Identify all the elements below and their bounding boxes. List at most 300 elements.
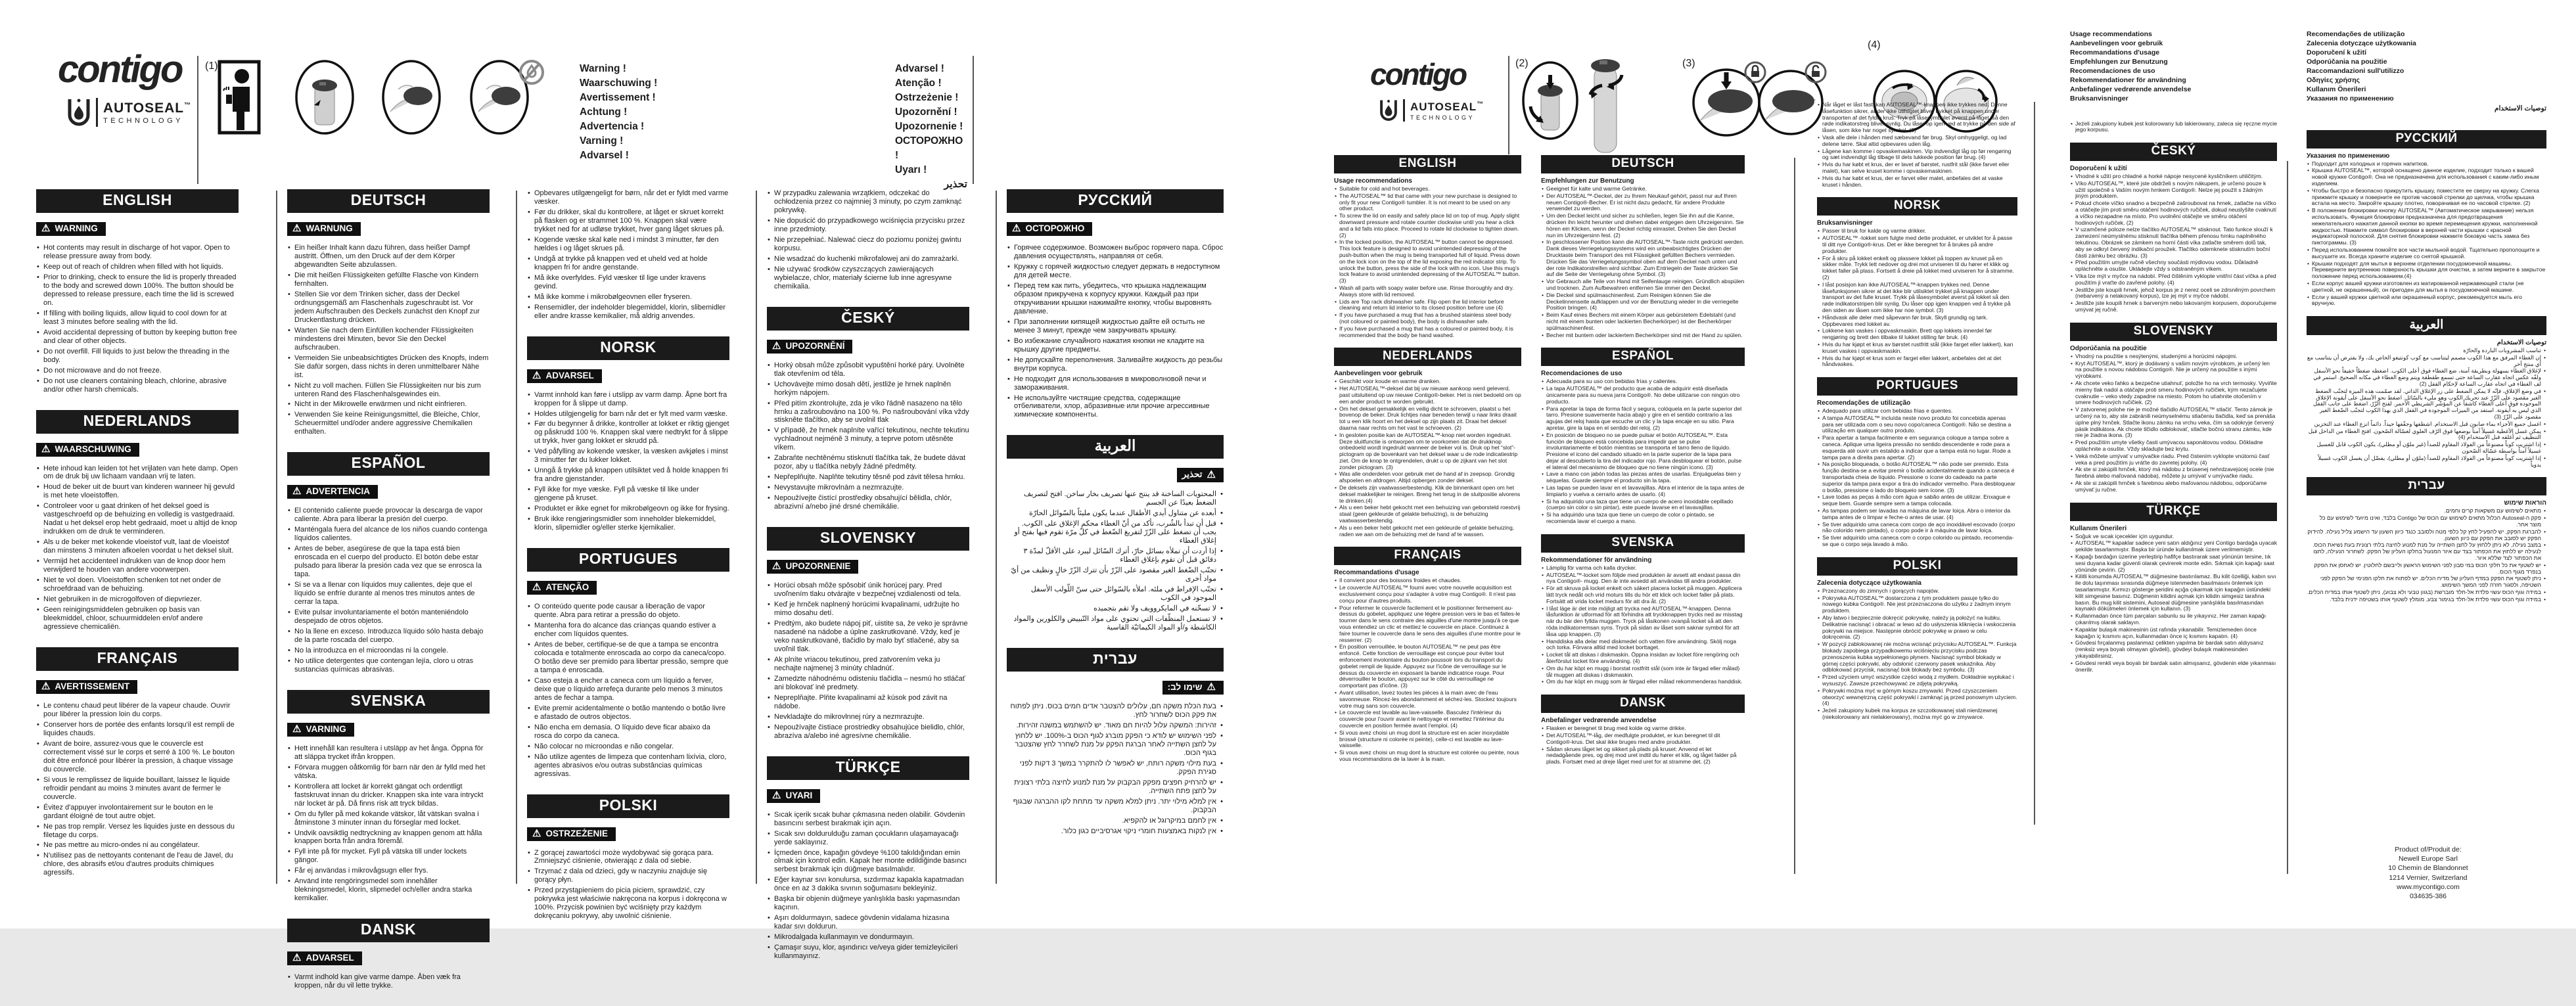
bullet-item: • في وضع الإغلاق، فإنّه لا يمكن الضغط على زر الإغلاق الذاتي. لقد صمّمت هذه الميزة لتجنّب الضغط الغير مقصود على الزّرّ عند تحريك الكوب وهو مليء بالسّائل. اضغط نحو الأسفل على أيقونة الإغلاق الموجودة فوق أعلى الغطاء كاشفاً عن المؤشّر الشريطي الأحمر. لفتح الزّرّ، اضغط على جانب القفل الذي ليس به أيقونة. استفد من الميزات الموجودة في القفل الذي بهذا الكوب لتجنّب الضّغط الغير مقصود على الزّرّ (3) — [2307, 388, 2546, 421]
section-svenska — [287, 690, 490, 903]
bullet-item: • Suitable for cold and hot beverages. — [1334, 186, 1521, 193]
bullet-item: • Stellen Sie vor dem Trinken sicher, dass der Deckel ordnungsgemäß am Flaschenhals zugeschraubt ist. Vor jedem Aufschrauben des Deckels zunächst den Knopf zur Druckentlastung drücken. — [287, 290, 490, 325]
section-lead: Kullanım Önerileri — [2070, 524, 2127, 532]
list-line: Odporúčania na použitie — [2307, 58, 2387, 66]
warning-triangle-icon: ⚠ — [532, 582, 541, 593]
bullet-item: • Rensemidler, der indeholder blegemiddel, klorin, slibemidler eller andre krasse kemikalier, må aldrig anvendes. — [527, 304, 729, 321]
bullet-item: • Prior to drinking, check to ensure the lid is properly threaded to the body and screwed down 100%. The button should be depressed to release pressure, each time the lid is screwed on. — [36, 273, 239, 308]
bullet-item: • Locket tål att diskas i diskmaskin. Öppna insidan av locket före rengöring och återförslut locket före användning. (4) — [1541, 652, 1745, 665]
bullet-item: • В положении блокировки кнопку AUTOSEAL™ (Автоматическое закрывание) нельзя использовать. Функция блокировки предназначена для предотвращения нежелательного нажатия данной кнопки во время перемещения кружки, наполненной жидкостью. Нажмите символ блокировки в верхней части крышки с красной индикаторной полоской. Для снятия блокировки нажмите боковую часть замка без пиктограммы. (3) — [2307, 208, 2546, 246]
bullet-item: • Przeznaczony do zimnych i gorących napojów. — [1817, 588, 2017, 595]
column-divider — [2034, 102, 2035, 825]
list-line: Upozornenie ! — [895, 121, 963, 132]
bullet-item: • לפני השימוש יש לודא כי הפקק מוברג לגוף הכוס ב-100%. יש ללחוץ על לחצן השתייה לאחר הברגת הפקק על מנת לשחרר לחץ שהצטבר בגוף הכוס. — [1007, 732, 1224, 758]
bullet-item: • Lokkene kan vaskes i oppvaskmaskin. Brett opp lokkets innerdel før rengjøring og brett den tilbake til lukket stilling før bruk. (4) — [1817, 328, 2017, 341]
list-line: Doporučení k užití — [2307, 49, 2367, 57]
section-nederlands — [36, 410, 239, 631]
bullet-list — [1817, 408, 2017, 548]
section-header: DANSK — [287, 919, 490, 942]
bullet-item: • Lids are Top rack dishwasher safe. Flip open the lid interior before cleaning and return lid interior to its closed position before use (4) — [1334, 299, 1521, 312]
section-header: NEDERLANDS — [36, 410, 239, 434]
section-dansk-continued — [527, 189, 729, 321]
bullet-item: • Do not use cleaners containing bleach, chlorine, abrasive and/or other harsh chemicals. — [36, 377, 239, 394]
bullet-item: • פקק ה-Autoseal הכלול מתאים לשימוש עם הכוס של Contigo בלבד, ואינו מיועד לשימוש עם כל מוצר אחר. — [2307, 515, 2546, 528]
bullet-item: • Przed przystąpieniem do picia piciem, sprawdzić, czy pokrywka jest właściwie nakręcona na korpus i dokręcona w 100%. Przycisk powinien być wciśnięty przy każdym dokręcaniu pokrywy, aby uwolnić ciśnienie. — [527, 886, 729, 921]
warning-badge: ⚠ UPOZORNĚNÍ — [767, 340, 852, 354]
bullet-list — [1541, 725, 1745, 766]
list-line: توصيات الاستخدام — [2494, 104, 2546, 112]
bullet-list — [287, 244, 490, 436]
bullet-item: • При заполнении кипящей жидкостью дайте ей остыть не менее 3 минут, прежде чем закручивать крышку. — [1007, 318, 1224, 335]
bullet-item: • Antes de beber, asegúrese de que la tapa está bien enroscada en el cuerpo del producto. El botón debe estar pulsado para liberar la presión cada vez que se enrosca la tapa. — [287, 545, 490, 579]
bullet-item: • Se tiver adquirido uma caneca com o corpo colorido ou pintado, recomenda-se que o corpo seja lavado à mão. — [1817, 535, 2017, 548]
bullet-item: • Ne pas mettre au micro-ondes ni au congélateur. — [36, 841, 239, 850]
bullet-item: • Do not overfill. Fill liquids to just below the threading in the body. — [36, 348, 239, 365]
bullet-list — [36, 702, 239, 877]
bullet-item: • AUTOSEAL™ -lokket som fulgte med dette produktet, er utviklet for å passe til ditt nye Contigo®-krus. Det er ikke beregnet for å brukes på andre produkter. — [1817, 235, 2017, 254]
warning-badge: ⚠ ADVERTENCIA — [287, 485, 378, 499]
bullet-item: • Niet gebruiken in de microgolfoven of diepvriezer. — [36, 595, 239, 604]
section-slovensky-usage — [2070, 323, 2277, 493]
section-lead: Bruksanvisninger — [1817, 219, 1873, 227]
bullet-item: • Pokrywka AUTOSEAL™ dostarczona z tym produktem pasuje tylko do nowego kubka Contigo®. Nie jest przeznaczona do użytku z żadnym innym produktem. — [1817, 595, 2017, 614]
lock-open-icon — [1806, 62, 1826, 82]
bullet-item: • אין לנקות באמצעות חומרי ניקוי אגרסיביים כגון כלור. — [1007, 827, 1224, 836]
section-header: РУССКИЙ — [2307, 130, 2546, 149]
bullet-item: • Jeżeli zakupiony kubek ma korpus ze szczotkowanej stali nierdzewnej (niekolorowany ani nielakierowany), można myć go w zmywarce. — [1817, 708, 2017, 721]
bullet-item: • Vor Gebrauch alle Teile von Hand mit Seifenlauge reinigen. Gründlich abspülen und trocknen. Zum Aufbewahren entfernen Sie immer den Deckel. — [1541, 279, 1745, 292]
bullet-item: • Om du har köpt en mugg som är färgad eller målad rekommenderas handdisk. — [1541, 679, 1745, 685]
section-hebrew — [1007, 648, 1224, 836]
section-lead: Usage recommendations — [1334, 177, 1412, 185]
bullet-item: • If you have purchased a mug that has a coloured or painted body, it is recommended that the body be hand washed. — [1334, 326, 1521, 339]
bullet-item: • Pour refermer le couvercle facilement et le positionner fermement au-dessus du gobelet, appliquez une légère pression vers le bas et faites-le tourner dans le sens contraire des aiguilles d'une montre jusqu'à ce que vous entendiez un clic et mettiez le couvercle en place. Continuez à faire tourner le couvercle dans le sens des aiguilles d'une montre pour le resserrer. (2) — [1334, 605, 1521, 644]
bullet-item: • Nie przepełniać. Nalewać ciecz do poziomu poniżej gwintu korpusu. — [767, 236, 969, 253]
bullet-item: • El contenido caliente puede provocar la descarga de vapor caliente. Abra para liberar la presión del cuerpo. — [287, 507, 490, 524]
bullet-item: • Hot contents may result in discharge of hot vapor. Open to release pressure away from body. — [36, 244, 239, 261]
bullet-item: • Kryt AUTOSEAL™, ktorý je dodávaný s vašim novým výrobkom, je určený len na použitie s novou nádobou Contigo®. Nie je určený na použitie s inými výrobkami. — [2070, 361, 2277, 380]
bullet-item: • Evite premir acidentalmente o botão mantendo o botão livre e afastado de outros objectos. — [527, 704, 729, 721]
bullet-list — [767, 189, 969, 291]
section-dansk — [287, 919, 490, 990]
bullet-item: • Si ha adquirido una taza que tiene un cuerpo de color o pintado, se recomienda lavar el cuerpo a mano. — [1541, 512, 1745, 525]
bullet-item: • Ein heißer Inhalt kann dazu führen, dass heißer Dampf austritt. Öffnen, um den Druck auf der dem Körper abgewandten Seite abzulassen. — [287, 244, 490, 269]
section-espanol-usage — [1541, 348, 1745, 525]
section-deutsch-usage — [1541, 155, 1745, 338]
bullet-item: • Подходит для холодных и горячих напитков. — [2307, 161, 2546, 168]
section-header: FRANÇAIS — [1334, 547, 1521, 565]
section-deutsch — [287, 189, 490, 436]
bullet-item: • Controleer voor u gaat drinken of het deksel goed is vastgeschroefd op de behuizing en volledig is vastgedraaid. Nadat u het deksel erop hebt gedraaid, moet u altijd de knop indrukken om de druk te verminderen. — [36, 502, 239, 536]
bullet-item: • إذا اشتريت كوباً مصنوعاً من الفولاذ المقاوم للصدأ (ملوّن أو مطلي)، يفضّل أن يغسل الكوب غسيلاً يدوياً — [2307, 455, 2546, 469]
bullet-list — [767, 811, 969, 961]
bullet-item: • Nie dopuścić do przypadkowego wciśnięcia przycisku przez inne przedmioty. — [767, 217, 969, 234]
bullet-item: • La tapa AUTOSEAL™ del producto que acaba de adquirir está diseñada únicamente para su nueva jarra Contigo®. No debe utilizarse con ningún otro producto. — [1541, 386, 1745, 405]
bullet-item: • Avoid accidental depressing of button by keeping button free and clear of other objects. — [36, 329, 239, 346]
column-divider — [756, 191, 757, 884]
bullet-item: • Hvis du har købt et krus, der er lavet af børstet, rustfrit stål (ikke farvet eller malet), kan selve kruset komme i opvaskemaskinen. — [1817, 162, 2017, 175]
bullet-item: • Para apretar la tapa de forma fácil y segura, colóquela en la parte superior del tarro. Presione suavemente hacia abajo y gire en el sentido contrario a las agujas del reloj hasta que escuche un clic y la tapa encaje en su sitio. Para apretar, gire la tapa en el sentido del reloj. (2) — [1541, 406, 1745, 432]
bullet-item: • במצב נעילה, לא ניתן ללחוץ על לחצן השתייה על מנת למנוע לחיצה בלתי רצונית בעת נשיאת הכוס. לנעילה יש ללחוץ את הכפתור בצד עם איור המנעול בחלקו העליון של הפקק. לשחרור הנעילה, לחצו את הכפתור לצד שללא איור. — [2307, 542, 2546, 561]
warning-badge: ⚠ UPOZORNENIE — [767, 560, 858, 574]
bullet-item: • تجنّب الضّغط الغير مقصود على الزّرّ بأن تترك الزّرّ خالٍ ونظيف من أيّ مواد أخرى — [1007, 566, 1224, 583]
bullet-item: • No utilice detergentes que contengan lejía, cloro u otras sustancias químicas abrasivas. — [287, 657, 490, 674]
bullet-item: • Becher mit buntem oder lackiertem Becherkörper sind mit der Hand zu spülen. — [1541, 332, 1745, 339]
bullet-item: • Ne pas trop remplir. Versez les liquides juste en dessous du filetage du corps. — [36, 823, 239, 840]
no-drip-lid-diagram — [468, 58, 544, 135]
bullet-list — [2307, 161, 2546, 308]
bullet-item: • Si vous avez choisi un mug dont la structure est colorée ou peinte, nous vous recommandons de la laver à la main. — [1334, 750, 1521, 763]
bullet-item: • If filling with boiling liquids, allow liquid to cool down for at least 3 minutes before sealing with the lid. — [36, 309, 239, 327]
logo-divider — [1403, 99, 1405, 122]
column-divider — [1794, 158, 1795, 874]
list-line: 10 Chemin de Blandonnet — [2388, 864, 2468, 873]
mug-rotate-diagram — [1582, 53, 1628, 158]
bullet-item: • In gesloten positie kan de AUTOSEAL™-knop niet worden ingedrukt. Deze sluitfunctie is ontworpen om te voorkomen dat de drukknop onbedoeld wordt ingedrukt wanneer de beker vol is. Druk op het “slot”-pictogram op de bovenkant van het deksel waar u de rode indicatiestrip ziet. Om de knop te ontgrendelen, drukt u op de zijkant van het slot zonder pictogram. (3) — [1334, 432, 1521, 471]
bullet-list — [1334, 378, 1521, 537]
bullet-item: • Si vous avez choisi un mug dont la structure est en acier inoxydable brossé (structure ni colorée ni peinte), celle-ci est lavable au lave-vaisselle. — [1334, 730, 1521, 749]
warning-triangle-icon: ⚠ — [532, 827, 541, 839]
warning-triangle-icon: ⚠ — [41, 443, 51, 455]
bullet-item: • En position verrouillée, le bouton AUTOSEAL™ ne peut pas être enfoncé. Cette fonction de verrouillage est conçue pour éviter tout enfoncement involontaire du bouton-poussoir lors du transport du gobelet rempli de liquide. Appuyez sur l'icône de verrouillage sur le dessus du couvercle en exposant la bande indicatrice rouge. Pour déverrouiller le bouton, appuyez sur le côté du verrouillage ne comportant pas d'icône. (3) — [1334, 644, 1521, 689]
bullet-item: • Geen reinigingsmiddelen gebruiken op basis van bleekmiddel, chloor, schuurmiddelen en/of andere agressieve chemicaliën. — [36, 606, 239, 631]
bullet-item: • De deksels zijn vaatwasserbestendig. Klik de binnenkant open om het deksel makkelijker te reinigen. Breng het terug in de sluitpositie alvorens te drinken.(4) — [1334, 485, 1521, 504]
bullet-item: • Aşırı doldurmayın, sadece gövdenin vidalama hizasına kadar sıvı doldurun. — [767, 914, 969, 931]
list-line: Empfehlungen zur Benutzung — [2070, 58, 2168, 66]
section-header: SLOVENSKY — [2070, 323, 2277, 341]
section-portugues — [527, 548, 729, 778]
bullet-item: • Víko AUTOSEAL™, které jste obdrželi s novým nákupem, je určeno pouze k užití společně s Vaším novým hrnkem Contigo®. Nelze jej použít s žádným jiným produktem. — [2070, 181, 2277, 200]
bullet-item: • To screw the lid on easily and safely place lid on top of mug. Apply slight downward pressure and rotate counter clockwise until you hear a click and a lid falls into place. Proceed to rotate lid clockwise to tighten down. (2) — [1334, 213, 1521, 239]
section-header: SVENSKA — [1541, 534, 1745, 553]
bullet-item: • V uzamčené poloze nelze tlačítko AUTOSEAL™ stisknout. Tato funkce slouží k zamezení neúmyslnému stisknutí tlačítka během přenosu hrnku naplněného tekutinou. Obrázek se zámkem na horní části víka zatlačte směrem dolů tak, aby se odkryl červený indikační proužek. Tlačítko odemknete stisknutím boční části zámku bez obrázku. (3) — [2070, 227, 2277, 259]
bullet-item: • Verwenden Sie keine Reinigungsmittel, die Bleiche, Chlor, Scheuermittel und/oder andere aggressive Chemikalien enthalten. — [287, 411, 490, 436]
bullet-item: • Pred použitím umyte všetky časti umývacou saponátovou vodou. Dôkladne opláchnite a osušte. Vždy skladujte bez krytu. — [2070, 440, 2277, 453]
bullet-list — [527, 849, 729, 921]
bullet-item: • O conteúdo quente pode causar a liberação de vapor quente. Abra para retirar a pressão do objeto. — [527, 603, 729, 620]
left-column-5 — [1007, 189, 1224, 852]
bullet-item: • Nepoužívejte čistící prostředky obsahující bělidla, chlór, abrazivní a/nebo jiné drsné chemikálie. — [767, 494, 969, 511]
bullet-item: • Para apertar a tampa facilmente e em segurança coloque a tampa sobre a caneca. Aplique uma ligeira pressão no sentido descendente e rode para a esquerda até ouvir um estalido a indicar que a tampa está no lugar. Rode a tampa para a direita para apertar. (2) — [1817, 435, 2017, 461]
bullet-item: • Не используйте чистящие средства, содержащие отбеливатели, хлор, абразивные или прочие агрессивные химические компоненты. — [1007, 394, 1224, 420]
bullet-item: • Lave a mano con jabón todas las piezas antes de usarlas. Enjuáguelas bien y séquelas. Guarde siempre el producto sin la tapa. — [1541, 471, 1745, 484]
section-norsk-usage — [1817, 197, 2017, 368]
bullet-item: • Fyll ikke for mye væske. Fyll på væske til like under gjengene på kruset. — [527, 486, 729, 503]
warning-badge: ⚠ OSTRZEŻENIE — [527, 827, 616, 841]
section-lead: Recomendações de utilização — [1817, 400, 1911, 407]
list-line: Recommandations d'usage — [2070, 49, 2160, 57]
bullet-item: • אין לחמם במיקרוגל או להקפיא. — [1007, 817, 1224, 825]
bullet-item: • Jeżeli zakupiony kubek jest kolorowany lub lakierowany, zaleca się ręczne mycie jego korpusu. — [2070, 121, 2277, 134]
section-header: ENGLISH — [1334, 155, 1521, 173]
bullet-item: • Не допускайте переполнения. Заливайте жидкость до резьбы внутри корпуса. — [1007, 356, 1224, 373]
bullet-item: • Ved påfylling av kokende væsker, la væsken avkjøles i minst 3 minutter før du lukker lokket. — [527, 447, 729, 465]
warning-badge: ⚠ WAARSCHUWING — [36, 443, 139, 457]
bullet-item: • בעת מילוי משקה רותח, יש לאפשר לו להתקרר במשך 3 דקות לפני סגירת הפקק. — [1007, 760, 1224, 777]
bullet-item: • Kapağı bardağın üzerine yerleştirip hafifçe bastırarak saat yönünün tersine, tık sesi duyana kadar güvenli olarak çevirerek monte edin. Sıkmak için kapağı saat yönünde çevirin. (2) — [2070, 554, 2277, 573]
bullet-item: • Pokud chcete víčko snadno a bezpečně zašroubovat na hrnek, zatlačte na víčko a otáčejte jím proti směru otáčení hodinových ručiček, dokud neuslyšíte cvaknutí a víčko nezapadne na místo. Pro uvolnění otáčejte ve směru otáčení hodinových ručiček. (2) — [2070, 200, 2277, 226]
bullet-item: • Hvis du har kjøpt et krus som er farget eller lakkert, anbefales det at det håndvaskes. — [1817, 355, 2017, 369]
bullet-item: • Nie wsadzać do kuchenki mikrofalowej ani do zamrażarki. — [767, 255, 969, 263]
bullet-item: • Fyll inte på för mycket. Fyll på vätska till under lockets gängor. — [287, 848, 490, 865]
bullet-item: • Undgå at trykke på knappen ved et uheld ved at holde knappen fri for andre genstande. — [527, 255, 729, 272]
section-lead: Zalecenia dotyczące użytkowania — [1817, 579, 1921, 587]
bullet-item: • Horký obsah může způsobit vypuštění horké páry. Uvolněte tlak otevřením od těla. — [767, 361, 969, 378]
bullet-item: • Nevkladajte do mikrovlnnej rúry a nezmrazujte. — [767, 713, 969, 721]
bullet-item: • In the locked position, the AUTOSEAL™ button cannot be depressed. This lock feature is designed to avoid unintended depressing of the push-button when the mug is being transported full of liquid. Press down on the lock icon on the top of the lid exposing the red indicator strip. To unlock the button, press the side of the lock with no icon. Use this mug's lock feature to avoid unintended depressing of the AUTOSEAL™ button. (3) — [1334, 239, 1521, 285]
warning-badge: ⚠ שימו לב: — [1162, 681, 1224, 695]
list-line: Achtung ! — [580, 106, 628, 118]
bullet-item: • Если у вашей кружки цветной или окрашенный корпус, рекомендуется мыть его вручную. — [2307, 294, 2546, 308]
lock-closed-icon — [1745, 62, 1765, 82]
divider — [1508, 56, 1509, 154]
section-header: ESPAÑOL — [1541, 348, 1745, 366]
bullet-list — [767, 361, 969, 512]
bullet-list — [2070, 173, 2277, 313]
bullet-item: • Başka bir objenin düğmeye yanlışlıkla baskı yapmasından kaçının. — [767, 895, 969, 912]
right-column-5 — [2307, 30, 2546, 612]
left-column-2 — [287, 189, 490, 1006]
section-header: TÜRKÇE — [767, 756, 969, 780]
section-dansk-usage — [1541, 695, 1745, 766]
bullet-item: • Må ikke komme i mikrobølgeovnen eller fryseren. — [527, 293, 729, 302]
section-polski — [527, 794, 729, 921]
bullet-item: • Die Deckel sind spülmaschinenfest. Zum Reinigen können Sie die Deckelinnenseite aufklappen und vor der Benutzung wieder in die verriegelte Position bringen. (4) — [1541, 292, 1745, 311]
section-header: SLOVENSKY — [767, 527, 969, 551]
section-header: PORTUGUES — [527, 548, 729, 572]
bullet-item: • Sıcak sıvı doldurulduğu zaman çocukların ulaşamayacağı yerde saklayınız. — [767, 830, 969, 847]
bullet-item: • أبعده عن متناول أيدي الأطفال عندما يكون مليئاً بالسّوائل الحارّة — [1007, 509, 1224, 518]
section-lead: Odporúčania na použitie — [2070, 344, 2147, 352]
technology-text: TECHNOLOGY — [103, 116, 184, 125]
list-line: Anbefalinger vedrørende anvendelse — [2070, 85, 2192, 94]
bullet-item: • Перед использованием помойте все части мыльной водой. Тщательно прополощите и высушите их. Всегда храните изделие со снятой крышкой. — [2307, 247, 2546, 260]
section-svenska-usage — [1541, 534, 1745, 685]
warning-badge: ⚠ ADVARSEL — [287, 951, 362, 965]
bullet-item: • تجنّب الإفراط في ملئه. املأه بالسّوائل حتى سنّ اللّولب الأسفل الموجود في الكوب — [1007, 585, 1224, 603]
bullet-item: • Во избежание случайного нажатия кнопки не кладите на крышку другие предметы. — [1007, 337, 1224, 354]
warning-badge: ⚠ AVERTISSEMENT — [36, 680, 137, 694]
bullet-item: • Förvara muggen oåtkomlig för barn när den är fylld med het vätska. — [287, 764, 490, 781]
bullet-list — [2070, 354, 2277, 493]
section-header: العربية — [1007, 435, 1224, 459]
no-drip-icon — [520, 61, 543, 83]
warning-triangle-icon: ⚠ — [772, 340, 781, 352]
bullet-item: • V zatvorenej polohe nie je možné tlačidlo AUTOSEAL™ stlačiť. Tento zámok je určený na to, aby ste zabránili neúmyselnému stlačeniu tlačidla, keď sa prenáša úplne plný hrnček. Stlačte ikonu zámku na vrchu veka, čím sa odokryje červený pásik indikátora. Ak chcete tlčidlo odblokovať, stlačte bočnú stranu zámku, kde nie je žiadna ikona. (3) — [2070, 407, 2277, 439]
list-line: Raccomandazioni sull'utilizzo — [2307, 67, 2404, 76]
section-cesky — [767, 307, 969, 512]
autoseal-logo: AUTOSEAL™ TECHNOLOGY — [1379, 99, 1484, 122]
section-header: POLSKI — [527, 794, 729, 818]
bullet-item: • Před pitím zkontrolujte, zda je víko řádně nasazeno na tělo hrnku a zašroubováno na 100 %. Po našroubování víka vždy stiskněte tlačítko, aby se uvolnil tlak — [767, 400, 969, 425]
bullet-item: • Ak ste si zakúpili hrnček s farebnou alebo maľovanou nádobou, odporúčame umývať ju ručne. — [2070, 480, 2277, 493]
warning-words-list-2 — [895, 62, 967, 192]
warning-words-list-1 — [580, 62, 657, 163]
bullet-item: • Nicht in der Mikrowelle erwärmen und nicht einfrieren. — [287, 400, 490, 409]
bullet-item: • Sıcak içerik sıcak buhar çıkmasına neden olabilir. Gövdenin basıncını serbest bırakmak için açın. — [767, 811, 969, 828]
list-line: Advertencia ! — [580, 121, 645, 132]
left-column-4 — [767, 189, 969, 976]
section-nederlands-usage — [1334, 348, 1521, 537]
bullet-item: • Lämplig för varma och kalla drycker. — [1541, 565, 1745, 572]
bullet-item: • Um den Deckel leicht und sicher zu schließen, legen Sie ihn auf die Kanne, drücken ihn leicht herunter und drehen dabei entgegen dem Uhrzeigersinn. Sie hören ein Klicken, wenn der Deckel richtig einrastet. Drehen Sie den Deckel nun im Uhrzeigersinn fest. (2) — [1541, 213, 1745, 239]
bullet-item: • מתאים לשימוש עם משקאות קרים וחמים. — [2307, 508, 2546, 514]
bullet-item: • Unngå å trykke på knappen utilsiktet ved å holde knappen fri fra andre gjenstander. — [527, 467, 729, 484]
list-line: Zalecenia dotyczące użytkowania — [2307, 39, 2416, 48]
bullet-item: • لا تسخّنه في المايكروويف ولا تقم بتجميده — [1007, 605, 1224, 613]
right-column-1 — [1334, 155, 1521, 772]
bullet-item: • Als u een beker hebt gekocht met een behuizing van geborsteld roestvrij staal (geen gekleurde of gelakte behuizing), is de behuizing vaatwasserbestendig. — [1334, 505, 1521, 524]
list-line: Usage recommendations — [2070, 30, 2152, 38]
bullet-item: • Holdes utilgjengelig for barn når det er fylt med varm væske. — [527, 410, 729, 419]
bullet-item: • Z gorącej zawartości może wydobywać się gorąca para. Zmniejszyć ciśnienie, otwierając z dala od siebie. — [527, 849, 729, 866]
bullet-item: • لا تستعمل المنظّفات التي تحتوي على مواد التّبييض والكلورين والمواد الكاشطة و/أو المواد الكيمائيّة القاسية — [1007, 615, 1224, 632]
bullet-item: • Hvis du har købt et krus, der er farvet eller malet, anbefales det at vaske kruset i hånden. — [1817, 175, 2017, 189]
bullet-item: • Opbevares utilgængeligt for børn, når det er fyldt med varme væsker. — [527, 189, 729, 206]
column-divider — [996, 191, 997, 884]
bullet-item: • Zabraňte nechtěnému stisknutí tlačítka tak, že budete dávat pozor, aby u tlačítka nebyly žádné předměty. — [767, 454, 969, 471]
bullet-item: • Was alle onderdelen voor gebruik met de hand af in zeepsop. Grondig afspoelen en afdrogen. Altijd opbergen zonder deksel. — [1334, 471, 1521, 484]
section-polski-usage-continued — [2070, 121, 2277, 134]
bullet-item: • בעת הכלת משקה חם, עלולים להצטבר אדים חמים בכוס. ניתן לפתוח את פקק הכוס לשחרור לחץ. — [1007, 702, 1224, 720]
bullet-item: • Przed użyciem umyć wszystkie części wodą z mydłem. Dokładnie wypłukać i wysuszyć. Zawsze przechowywać ze zdjętą pokrywką. — [1817, 674, 2017, 687]
bullet-item: • المحتويات الساخنة قد ينتج عنها تصريف بخار ساخن. افتح لتصريف الضغط بعيدًا عن الجسم — [1007, 490, 1224, 507]
list-line: تحذير — [944, 179, 967, 190]
bullet-item: • No la llene en exceso. Introduzca líquido sólo hasta debajo de la parte roscada del cuerpo. — [287, 628, 490, 645]
bullet-list — [1541, 186, 1745, 338]
bullet-item: • Sådan skrues låget let og sikkert på plads på kruset: Anvend et let nedadgående pres, og drej mod uret indtil du hører et klik, og låget falder på plads. Fortsæt med at dreje låget med uret for at stramme det. (2) — [1541, 746, 1745, 766]
bullet-item: • Uchovávejte mimo dosah dětí, jestliže je hrnek naplněn horkým nápojem. — [767, 380, 969, 398]
bullet-item: • Die mit heißen Flüssigkeiten gefüllte Flasche von Kindern fernhalten. — [287, 271, 490, 288]
bullet-list — [1007, 490, 1224, 632]
warning-badge: ⚠ WARNING — [36, 222, 106, 236]
bullet-item: • Se tiver adquirido uma caneca com corpo de aço inoxidável escovado (corpo não colorido nem pintado), o corpo pode ir à máquina de lavar loiça. — [1817, 522, 2017, 535]
section-lead: Rekommendationer för användning — [1541, 556, 1652, 564]
bullet-item: • Houd de beker uit de buurt van kinderen wanneer hij gevuld is met hete vloeistoffen. — [36, 483, 239, 500]
bullet-item: • Wash all parts with soapy water before use. Rinse thoroughly and dry. Always store with lid removed. — [1334, 285, 1521, 298]
bullet-item: • In geschlossener Position kann die AUTOSEAL™-Taste nicht gedrückt werden. Dank dieses Verriegelungssystems wird ein unbeabsichtigtes Drücken der Drucktaste beim Transport des mit Flüssigkeit gefüllten Bechers vermieden. Drücken Sie das Verriegelungssymbol oben auf dem Deckel nach unten und der rote Indikatorstreifen wird sichtbar. Zum Entriegeln der Taste drücken Sie auf die Seite der Verriegelung ohne Symbol. (3) — [1541, 239, 1745, 278]
bullet-item: • Ak plníte vriacou tekutinou, pred zatvorením veka ju nechajte najmenej 3 minúty chladnúť. — [767, 656, 969, 673]
section-header: PORTUGUES — [1817, 377, 2017, 396]
list-line: Newell Europe Sarl — [2399, 855, 2458, 863]
list-line: Waarschuwing ! — [580, 78, 658, 89]
bullet-item: • Håndvask alle deler med såpevann før bruk. Skyll grundig og tørk. Oppbevares med lokket av. — [1817, 315, 2017, 328]
bullet-item: • Nepreplňajte. Plňte kvapalinami až kúsok pod závit na nádobe. — [767, 694, 969, 711]
bullet-item: • İçmeden önce, kapağın gövdeye %100 takıldığından emin olmak için kontrol edin. Kapak her monte edildiğinde basıncı serbest bırakmak için düğmeye basılmalıdır. — [767, 849, 969, 875]
list-line: Warning ! — [580, 63, 626, 74]
bullet-list — [767, 582, 969, 740]
bullet-item: • יש לשטוף את כל חלקי הכוס במי סבון לפני השימוש הראשון ולייבשם לחלוטין. יש לאחסן את הפקק בנפרד מגוף הכוס. — [2307, 562, 2546, 576]
bullet-item: • W pozycji zablokowanej nie można wcisnąć przycisku AUTOSEAL™. Funkcja blokady zapobiega przypadkowemu wciśnięciu przycisku podczas przenoszenia kubka wypełnionego płynem. Nacisnąć symbol blokady w górnej części pokrywki, aby odsłonić czerwony pasek wskaźnika. Aby odblokować przycisk, nacisnąć bok blokady bez symbolu. (3) — [1817, 641, 2017, 674]
warning-badge: ⚠ WARNUNG — [287, 222, 361, 236]
warning-triangle-icon: ⚠ — [1207, 469, 1216, 480]
bullet-item: • Kullanmadan önce tüm parçaları sabunlu su ile yıkayınız. Her zaman kapağı çıkarılmış olarak saklayın. — [2070, 613, 2277, 626]
section-slovensky — [767, 527, 969, 740]
bullet-item: • Flasken er beregnet til brug med kolde og varme drikke. — [1541, 725, 1745, 732]
right-column-3 — [1817, 102, 2017, 730]
bullet-item: • I låst posisjon kan ikke AUTOSEAL™-knappen trykkes ned. Denne låsefunksjonen sikrer at det ikke blir utilsiktet trykket på knappen under transport av det fulle kruset. Trykk på låsesymbolet øverst på lokket så den røde indikatorstripen blir synlig. Du låser opp igjen knappen ved å trykke på den siden av låsen som ikke har noe symbol. (3) — [1817, 282, 2017, 314]
bullet-item: • Om du har köpt en mugg i borstat rostfritt stål (som inte är färgad eller målad) tål muggen att diskas i diskmaskin. — [1541, 666, 1745, 679]
section-header: ENGLISH — [36, 189, 239, 213]
bullet-item: • Le couvercle AUTOSEAL™ fourni avec votre nouvelle acquisition est exclusivement conçu pour s'adapter à votre mug Contigo®. Il n'est pas conçu pour d'autres produits. — [1334, 585, 1521, 604]
bullet-item: • اغسل جميع الأجزاء بماء صابون قبل الاستخدام. اشطفها وجفّفها جيداً. دائماً انزع الغطاء عند التخزين — [2307, 421, 2546, 428]
bullet-item: • Hete inhoud kan leiden tot het vrijlaten van hete damp. Open om de druk bij uw lichaam vandaan vrij te laten. — [36, 465, 239, 482]
bullet-item: • Gövdesi renkli veya boyalı bir bardak satın almışsanız, gövdenin elde yıkanması önerilir. — [2070, 660, 2277, 674]
bullet-list — [2307, 508, 2546, 603]
bullet-item: • Nepřeplňujte. Naplňte tekutiny těsně pod závit tělesa hrnku. — [767, 473, 969, 482]
bullet-item: • Nie używać środków czyszczących zawierających wybielacze, chlor, materiały ścierne lub inne agresywne chemikalia. — [767, 265, 969, 291]
section-francais — [36, 647, 239, 877]
bullet-item: • Het AUTOSEAL™-deksel dat bij uw nieuwe aankoop werd geleverd, past uitsluitend op uw nieuwe Contigo®-beker. Het is niet bedoeld om op een ander product te worden gebruikt. — [1334, 386, 1521, 405]
contigo-wordmark: contigo — [1370, 57, 1466, 91]
bullet-item: • Om het deksel gemakkelijk en veilig dicht te schroeven, plaatst u het bovenop de beker. Druk lichtjes naar beneden terwijl u naar links draait tot u een klik hoort en het deksel op zijn plaats zit. Draai het deksel daarna naar rechts om het vast te schroeven. (2) — [1334, 406, 1521, 432]
usage-recommendations-index-2 — [2307, 30, 2546, 113]
contigo-logo-right — [1370, 57, 1484, 122]
figure-3-label: (3) — [1682, 58, 1695, 69]
list-line: Kullanım Önerileri — [2307, 85, 2366, 94]
section-lead: Anbefalinger vedrørende anvendelse — [1541, 717, 1657, 725]
section-header: FRANÇAIS — [36, 647, 239, 671]
section-norsk — [527, 336, 729, 533]
list-line: Avertissement ! — [580, 92, 656, 103]
bullet-item: • Caso esteja a encher a caneca com um líquido a ferver, deixe que o líquido arrefeça durante pelo menos 3 minutos antes de fechar a tampa. — [527, 677, 729, 702]
bullet-list — [2070, 534, 2277, 674]
list-line: Bruksanvisninger — [2070, 95, 2128, 103]
bullet-item: • Kogende væske skal køle ned i mindst 3 minutter, før den hældes i og låget skrues på. — [527, 236, 729, 253]
bullet-item: • Niet te vol doen. Vloeistoffen schenken tot net onder de schroefdraad van de behuizing. — [36, 576, 239, 593]
column-divider — [2287, 161, 2288, 874]
list-line: Recomendações de utilização — [2307, 30, 2405, 38]
bullet-list — [36, 244, 239, 394]
section-header: ESPAÑOL — [287, 452, 490, 476]
bullet-item: • Evite pulsar involuntariamente el botón manteniéndolo despejado de otros objetos. — [287, 608, 490, 626]
bullet-item: • Hvis du har kjøpt et krus av børstet rustfritt stål (ikke farget eller lakkert), kan kruset vaskes i oppvaskmaskin. — [1817, 342, 2017, 355]
divider — [197, 56, 198, 184]
bullet-item: • Det AUTOSEAL™-låg, der medfulgte produktet, er kun beregnet til dit Contigo®-krus. Det skal ikke bruges med andre produkter. — [1541, 733, 1745, 746]
section-header: עברית — [1007, 648, 1224, 672]
section-portugues-usage — [1817, 377, 2017, 548]
section-header: SVENSKA — [287, 690, 490, 714]
bullet-item: • Må ikke overfyldes. Fyld væsker til lige under kravens gevind. — [527, 274, 729, 291]
bullet-item: • Nepoužívajte čistiace prostriedky obsahujúce bielidlo, chlór, abrazíva a/alebo iné agresívne chemikálie. — [767, 723, 969, 741]
bullet-item: • Warten Sie nach dem Einfüllen kochender Flüssigkeiten mindestens drei Minuten, bevor Sie den Deckel aufschrauben. — [287, 327, 490, 352]
warning-badge: ⚠ ADVARSEL — [527, 369, 602, 383]
autoseal-text: AUTOSEAL — [103, 100, 185, 116]
warning-triangle-icon: ⚠ — [772, 789, 781, 801]
bullet-list — [1817, 102, 2017, 188]
list-line: ОСТОРОЖНО ! — [895, 135, 963, 161]
bullet-item: • Jestliže jste koupili hrnek s barveným nebo lakovaným korpusem, doporučujeme umývat jej ručně. — [2070, 300, 2277, 313]
bullet-item: • Vhodné k užití pro chladné a horké nápoje nesycené kysličníkem uhličitým. — [2070, 173, 2277, 180]
bullet-item: • Før du begynner å drikke, kontroller at lokket er riktig gjenget og påskrudd 100 %. Knappen skal være nedtrykt for å slippe ut trykk, hver gang lokket er skrudd på. — [527, 420, 729, 446]
bullet-item: • Hett innehåll kan resultera i utsläpp av het ånga. Öppna för att släppa trycket ifrån kroppen. — [287, 744, 490, 762]
bullet-item: • Undvik oavsiktlig nedtryckning av knappen genom att hålla knappen borta från andra föremål. — [287, 829, 490, 846]
bullet-item: • Horúci obsah môže spôsobiť únik horúcej pary. Pred uvoľnením tlaku otvárajte v bezpečnej vzdialenosti od tela. — [767, 582, 969, 599]
bullet-list — [527, 603, 729, 778]
bullet-item: • Keď je hrnček naplnený horúcimi kvapalinami, udržujte ho mimo dosahu detí. — [767, 601, 969, 618]
bullet-item: • Do not microwave and do not freeze. — [36, 367, 239, 375]
column-divider — [516, 191, 517, 884]
list-line: 1214 Vernier, Switzerland — [2389, 873, 2468, 882]
bullet-item: • إذا اشتريت كوباً مصنوعاً من الفولاذ المقاوم للصدأ (غير ملوّن أو مطلي)، يكون الكوب قابل للغسيل غسيلاً آمناً بواسطة غسّالة الصّحون — [2307, 442, 2546, 455]
contigo-wordmark: contigo — [58, 48, 182, 91]
list-line: Rekommendationer för användning — [2070, 76, 2186, 85]
figure-4-label: (4) — [1868, 39, 1881, 51]
bullet-item: • Før du drikker, skal du kontrollere, at låget er skruet korrekt på flasken og er strammet 100 %. Knappen skal være trykket ned for at udløse trykket, hver gang låget skrues på. — [527, 208, 729, 234]
bullet-list — [287, 744, 490, 903]
logo-divider — [96, 98, 98, 127]
manufacturer-address — [2330, 845, 2527, 901]
